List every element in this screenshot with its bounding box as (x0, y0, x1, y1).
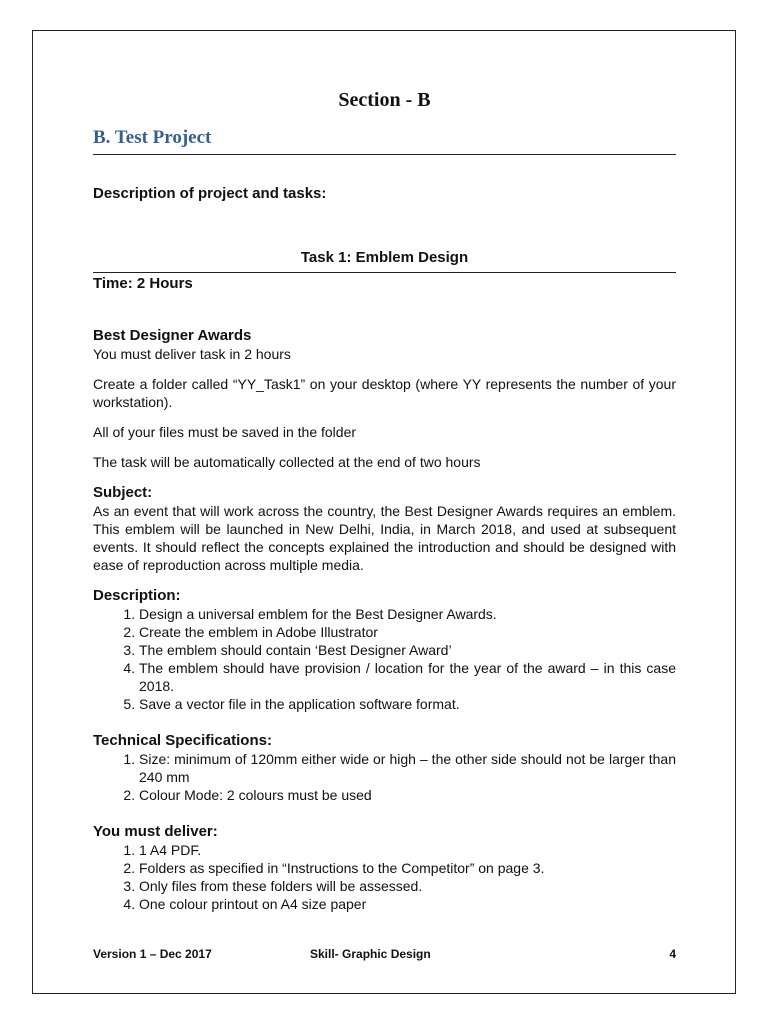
footer-skill: Skill- Graphic Design (310, 947, 431, 961)
save-instruction: All of your files must be saved in the folder (93, 424, 357, 440)
list-item: 4. The emblem should have provision / location for the year of the award – in this case 2018. (139, 659, 676, 695)
list-item: 1. Design a universal emblem for the Best Designer Awards. (139, 605, 676, 623)
list-item: 1. 1 A4 PDF. (139, 841, 676, 859)
description-list-heading: Description: (93, 587, 181, 604)
subject-text: As an event that will work across the country, the Best Designer Awards requires an emblem. This emblem will be launched in New Delhi, India, in March 2018, and used at subsequent events. It should reflect the concepts explained the introduction and should be designed with ease of reproduction across multiple media. (93, 503, 676, 573)
deliver-time-text: You must deliver task in 2 hours (93, 346, 291, 362)
collect-instruction: The task will be automatically collected at the end of two hours (93, 454, 481, 470)
footer-page-number: 4 (669, 947, 676, 961)
list-item: 1. Size: minimum of 120mm either wide or high – the other side should not be larger than 240 mm (139, 750, 676, 786)
page-footer (93, 947, 676, 965)
list-item: 3. The emblem should contain ‘Best Designer Award’ (139, 641, 676, 659)
footer-version: Version 1 – Dec 2017 (93, 947, 212, 961)
description-heading: Description of project and tasks: (93, 185, 327, 202)
project-subtitle: B. Test Project (93, 126, 676, 155)
section-title: Section - B (338, 89, 431, 111)
awards-heading: Best Designer Awards (93, 327, 252, 344)
list-item: 2. Create the emblem in Adobe Illustrator (139, 623, 676, 641)
folder-instruction: Create a folder called “YY_Task1” on your desktop (where YY represents the number of your workstation). (93, 376, 676, 410)
subject-heading: Subject: (93, 484, 153, 501)
tech-specs-heading: Technical Specifications: (93, 732, 272, 749)
list-item: 5. Save a vector file in the application software format. (139, 695, 676, 713)
list-item: 2. Folders as specified in “Instructions to the Competitor” on page 3. (139, 859, 676, 877)
list-item: 4. One colour printout on A4 size paper (139, 895, 676, 913)
list-item: 2. Colour Mode: 2 colours must be used (139, 786, 676, 804)
time-label: Time: 2 Hours (93, 275, 193, 292)
document-body (93, 86, 676, 913)
description-list (93, 605, 676, 713)
deliver-heading: You must deliver: (93, 823, 218, 840)
deliver-list (93, 841, 676, 913)
tech-specs-list (93, 750, 676, 804)
task-title: Task 1: Emblem Design (93, 249, 676, 273)
list-item: 3. Only files from these folders will be assessed. (139, 877, 676, 895)
